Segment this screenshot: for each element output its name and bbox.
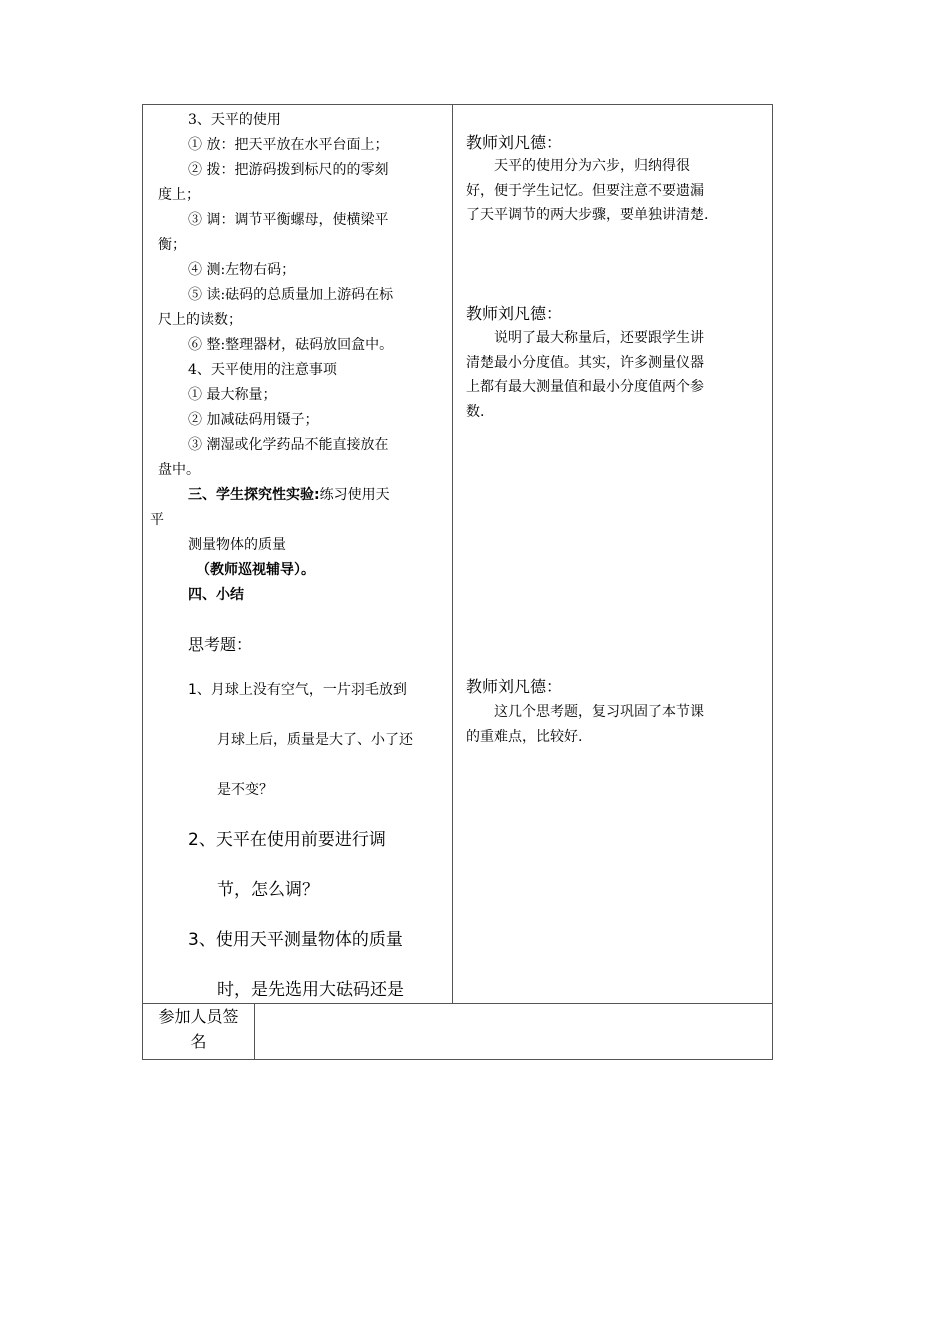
comment-author: 教师刘凡德： <box>466 133 563 152</box>
experiment-note: （教师巡视辅导）。 <box>196 562 315 578</box>
signature-label-line: 参加人员签 <box>158 1007 239 1026</box>
section-heading <box>188 483 390 508</box>
question-3-cont: 时，是先选用大砝码还是 <box>217 980 404 1000</box>
comment-line: 上都有最大测量值和最小分度值两个参 <box>466 379 704 395</box>
signature-field[interactable] <box>256 1005 770 1057</box>
section-heading-cont: 平 <box>150 512 164 528</box>
step-item-cont: 度上； <box>158 187 200 203</box>
question-1-cont: 是不变？ <box>217 782 273 798</box>
note-item-cont: 盘中。 <box>158 462 200 478</box>
step-item-cont: 尺上的读数； <box>158 312 242 328</box>
comment-line: 了天平调节的两大步骤，要单独讲清楚. <box>466 207 709 223</box>
think-title: 思考题： <box>188 635 253 654</box>
question-1: 1、月球上没有空气，一片羽毛放到 <box>188 682 407 698</box>
experiment-text: 测量物体的质量 <box>188 537 286 553</box>
note-item: ① 最大称量； <box>188 387 277 403</box>
step-item: ④ 测:左物右码； <box>188 262 296 278</box>
step-item: ② 拨：把游码拨到标尺的的零刻 <box>188 162 389 178</box>
column-divider <box>452 104 453 1004</box>
step-item: ① 放：把天平放在水平台面上； <box>188 137 389 153</box>
section-title: 4、天平使用的注意事项 <box>188 362 337 378</box>
comment-text <box>466 700 762 749</box>
question-1-cont: 月球上后，质量是大了、小了还 <box>217 732 413 748</box>
comment-line: 清楚最小分度值。其实，许多测量仪器 <box>466 354 704 371</box>
signature-label <box>142 1004 255 1054</box>
comment-line: 数. <box>466 403 485 420</box>
question-2-cont: 节，怎么调？ <box>217 880 319 900</box>
comment-line: 好，便于学生记忆。但要注意不要遗漏 <box>466 182 704 199</box>
step-item: ③ 调：调节平衡螺母，使横梁平 <box>188 212 389 228</box>
comment-author: 教师刘凡德： <box>466 677 563 696</box>
section-heading-bold: 三、学生探究性实验: <box>188 487 320 503</box>
comment-text <box>466 154 762 228</box>
comment-line: 的重难点，比较好. <box>466 728 583 745</box>
comment-author: 教师刘凡德： <box>466 304 563 323</box>
question-3: 3、使用天平测量物体的质量 <box>188 930 403 950</box>
comment-line: 天平的使用分为六步，归纳得很 <box>466 158 690 174</box>
step-item-cont: 衡； <box>158 237 186 253</box>
question-2: 2、天平在使用前要进行调 <box>188 830 386 850</box>
section-title: 3、天平的使用 <box>188 112 281 128</box>
summary-heading: 四、小结 <box>188 587 244 603</box>
comment-line: 说明了最大称量后，还要跟学生讲 <box>466 330 704 346</box>
section-heading-rest: 练习使用天 <box>319 487 390 503</box>
lesson-table <box>142 104 773 1060</box>
step-item: ⑤ 读:砝码的总质量加上游码在标 <box>188 287 394 303</box>
step-item: ⑥ 整:整理器材，砝码放回盒中。 <box>188 337 394 353</box>
note-item: ② 加减砝码用镊子； <box>188 412 319 428</box>
comment-text <box>466 326 762 424</box>
signature-label-line: 名 <box>190 1032 207 1051</box>
note-item: ③ 潮湿或化学药品不能直接放在 <box>188 437 389 453</box>
comment-line: 这几个思考题，复习巩固了本节课 <box>466 704 704 720</box>
